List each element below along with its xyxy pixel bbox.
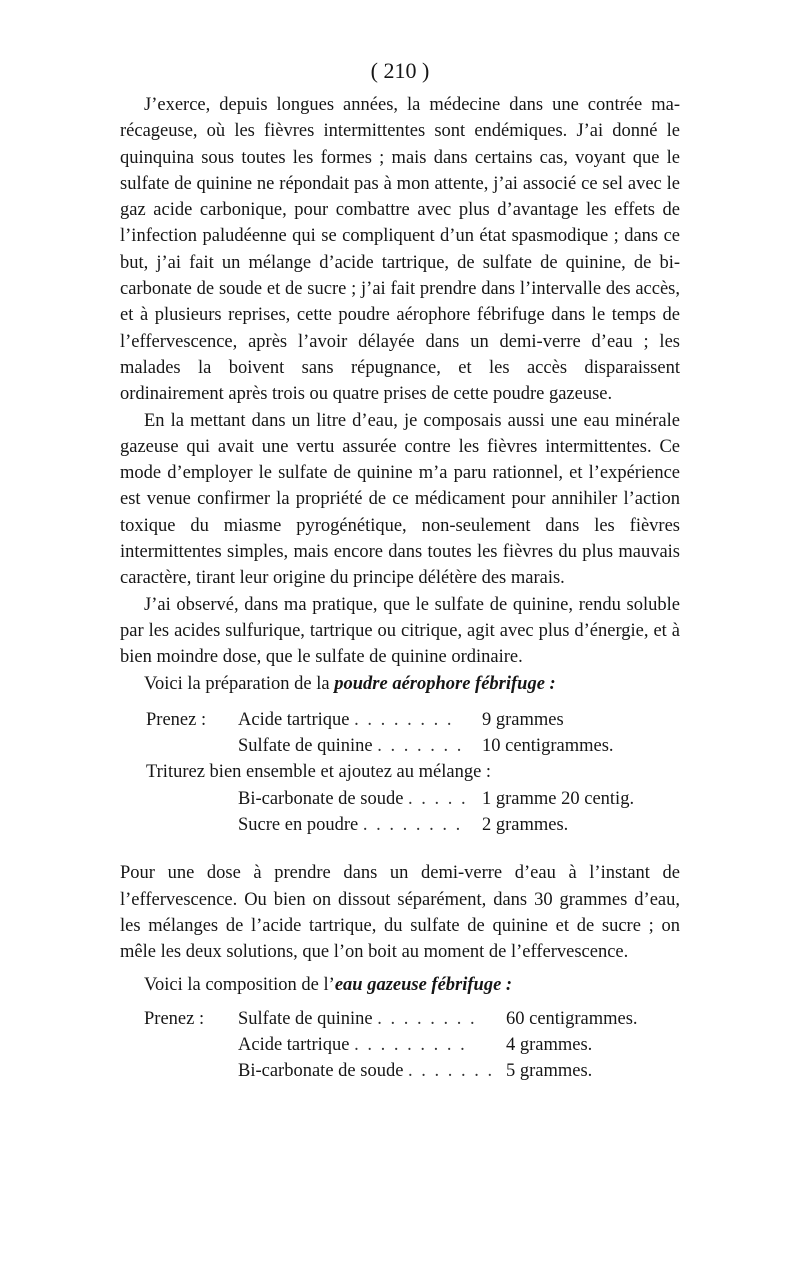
ingredient-name: Acide tartrique xyxy=(238,1035,350,1056)
ingredient-line xyxy=(238,733,482,759)
ingredient-quantity: 1 gramme 20 centig. xyxy=(482,788,635,809)
ingredient-line xyxy=(238,812,482,838)
ingredient-name: Bi-carbonate de soude xyxy=(238,1061,404,1082)
paragraph-4-title: poudre aérophore fébrifuge : xyxy=(334,673,556,694)
paragraph-6-title: eau gazeuse fébrifuge : xyxy=(334,974,513,995)
recipe-row xyxy=(120,1058,680,1084)
ingredient-quantity: 2 grammes. xyxy=(482,815,569,836)
ingredient-line xyxy=(238,786,482,812)
page-number: ( 210 ) xyxy=(370,58,430,83)
ingredient-line xyxy=(238,1032,506,1058)
recipe-row xyxy=(120,812,680,838)
paragraph-3: J’ai observé, dans ma pratique, que le sulfate de quinine, rendu soluble par les acides sulfurique, tartrique ou citrique, agit avec plus d’énergie, et à bien moindre dose, que le sulfate de quinine ordinaire. xyxy=(120,594,680,668)
paragraph-6 xyxy=(120,972,680,998)
paragraph-6-lead: Voici la composition de l’ xyxy=(144,974,335,995)
leader-dots: . . . . . . . . xyxy=(377,1008,477,1029)
paragraph-4-lead: Voici la préparation de la xyxy=(144,673,335,694)
ingredient-quantity: 5 grammes. xyxy=(506,1061,593,1082)
ingredient-name: Sulfate de quinine xyxy=(238,736,373,757)
page-body xyxy=(120,92,680,1085)
recipe-row xyxy=(120,1006,680,1032)
leader-dots: . . . . . xyxy=(408,788,468,809)
ingredient-quantity: 10 centigrammes. xyxy=(482,736,614,757)
ingredient-quantity: 9 grammes xyxy=(482,709,564,730)
leader-dots: . . . . . . . xyxy=(377,736,464,757)
paragraph-4 xyxy=(120,671,680,697)
recipe-poudre xyxy=(120,707,680,838)
paragraph-1: J’exerce, depuis longues années, la médecine dans une contrée marécageuse, où les fièvres intermittentes sont endémiques. J’ai donné le quinquina sous toutes les formes ; mais dans certains cas, voyant que le sulfate de quinine ne répondait pas à mon attente, j’ai associé ce sel avec le gaz acide carbonique, pour combattre avec plus d’avantage les effets de l’infection paludéenne qui se compliquent d’un état spasmodique ; dans ce but, j’ai fait un mélange d’acide tartrique, de sulfate de quinine, de bi-carbonate de soude et de sucre ; j’ai fait prendre dans l’intervalle des accès, et à plusieurs reprises, cette poudre aérophore fébrifuge dans le temps de l’effervescence, après l’avoir délayée dans un demi-verre d’eau ; les malades la boivent sans répugnance, et les accès disparaissent ordinairement après trois ou quatre prises de cette poudre gazeuse. xyxy=(120,95,680,405)
ingredient-name: Bi-carbonate de soude xyxy=(238,788,404,809)
ingredient-name: Sulfate de quinine xyxy=(238,1008,373,1029)
ingredient-quantity: 4 grammes. xyxy=(506,1035,593,1056)
ingredient-quantity: 60 centigrammes. xyxy=(506,1008,638,1029)
ingredient-line xyxy=(238,1058,506,1084)
recipe-row xyxy=(120,707,680,733)
recipe-row xyxy=(120,786,680,812)
recipe-row xyxy=(120,733,680,759)
recipe-row xyxy=(120,1032,680,1058)
leader-dots: . . . . . . . . . xyxy=(354,1035,467,1056)
triturez-instruction: Triturez bien ensemble et ajoutez au mélange : xyxy=(146,762,492,783)
leader-dots: . . . . . . . xyxy=(408,1061,495,1082)
recipe-eau-gazeuse xyxy=(120,1006,680,1085)
prenez-label: Prenez : xyxy=(144,1008,205,1029)
leader-dots: . . . . . . . . xyxy=(354,709,454,730)
recipe-instruction-row xyxy=(120,759,680,785)
leader-dots: . . . . . . . . xyxy=(362,815,463,836)
ingredient-line xyxy=(238,1006,506,1032)
ingredient-name: Acide tartrique xyxy=(238,709,350,730)
ingredient-line xyxy=(238,707,482,733)
ingredient-name: Sucre en poudre xyxy=(238,815,359,836)
paragraph-5: Pour une dose à prendre dans un demi-verre d’eau à l’instant de l’effervescence. Ou bien on dissout séparément, dans 30 grammes d’eau, les mélanges de l’acide tartrique, du sulfate de quinine et de sucre ; on mêle les deux solutions, que l’on boit au moment de l’effervescence. xyxy=(120,863,680,963)
prenez-label: Prenez : xyxy=(146,709,207,730)
paragraph-2: En la mettant dans un litre d’eau, je composais aussi une eau minérale gazeuse qui avait une vertu assurée contre les fièvres intermittentes. Ce mode d’employer le sulfate de quinine m’a paru rationnel, et l’expérience est venue confirmer la propriété de ce médicament pour annihiler l’action toxique du miasme pyrogénétique, non-seulement dans les fièvres intermittentes simples, mais encore dans toutes les fièvres du plus mauvais caractère, tirant leur origine du principe délétère des marais. xyxy=(120,410,680,589)
